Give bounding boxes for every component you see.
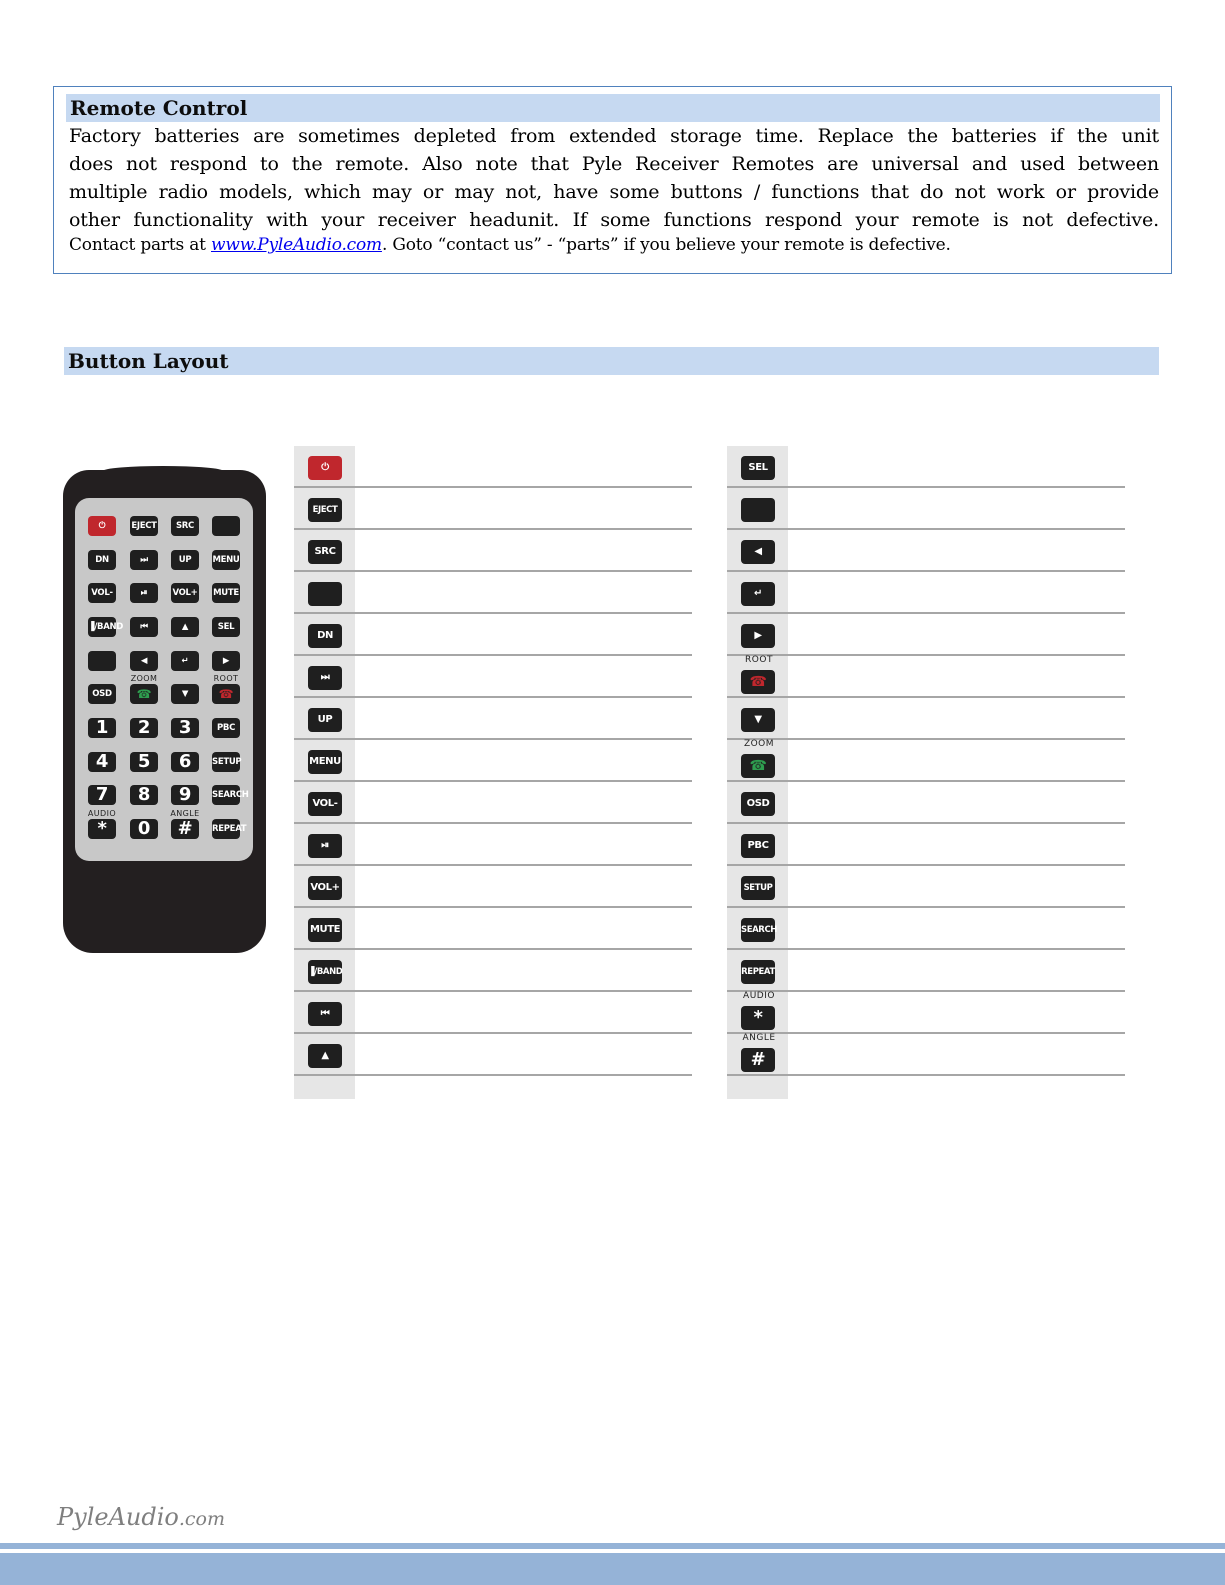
- footer-brand-name: PyleAudio: [57, 1503, 179, 1531]
- footer-rule: [0, 1543, 1225, 1549]
- button-row: [727, 614, 1125, 656]
- remote-key: UP: [171, 550, 199, 570]
- button-row: [294, 446, 692, 488]
- remote-key: ↵: [171, 651, 199, 671]
- button-row-spacer: [294, 1076, 692, 1093]
- remote-key: VOL-: [88, 583, 116, 603]
- contact-prefix: Contact parts at: [69, 235, 211, 255]
- button-row: [294, 740, 692, 782]
- button-row: [727, 866, 1125, 908]
- remote-key: 0: [130, 819, 158, 839]
- button-key: SEL: [741, 456, 775, 480]
- button-key: VOL+: [308, 876, 342, 900]
- remote-key: 5: [130, 752, 158, 772]
- button-layout-heading: Button Layout: [64, 347, 1159, 375]
- button-key: MUTE: [308, 918, 342, 942]
- button-key: [308, 582, 342, 606]
- remote-key: MUTE: [212, 583, 240, 603]
- button-key: #: [741, 1048, 775, 1072]
- button-row: [727, 698, 1125, 740]
- button-key-label: ZOOM: [743, 739, 775, 749]
- contact-suffix: . Goto “contact us” - “parts” if you believe your remote is defective.: [381, 235, 951, 255]
- remote-key: SEARCH: [212, 785, 240, 805]
- remote-keypad: [75, 498, 253, 861]
- contact-line: [69, 233, 951, 257]
- button-key: ↵: [741, 582, 775, 606]
- remote-key: ▶: [212, 651, 240, 671]
- button-row: [294, 908, 692, 950]
- button-row: [294, 530, 692, 572]
- button-row: [727, 908, 1125, 950]
- remote-key: 7: [88, 785, 116, 805]
- button-key: ▼: [741, 708, 775, 732]
- remote-key: OSD: [88, 684, 116, 704]
- remote-key: ⏯: [130, 583, 158, 603]
- remote-key: SEL: [212, 617, 240, 637]
- button-row: [294, 824, 692, 866]
- remote-key: ▐/BAND: [88, 617, 116, 637]
- remote-key: VOL+: [171, 583, 199, 603]
- remote-illustration: [63, 470, 266, 953]
- button-key: [741, 498, 775, 522]
- button-key: ☎: [741, 670, 775, 694]
- remote-key: [88, 651, 116, 671]
- button-row: [727, 1034, 1125, 1076]
- paragraph-line: Factory batteries are sometimes depleted from extended storage time. Replace the batteries if the unit: [69, 125, 1159, 147]
- button-key: SETUP: [741, 876, 775, 900]
- button-key: ⏯: [308, 834, 342, 858]
- button-key: ◀: [741, 540, 775, 564]
- footer-band: [0, 1553, 1225, 1585]
- remote-key-label: ROOT: [213, 674, 239, 683]
- button-key: UP: [308, 708, 342, 732]
- button-key: DN: [308, 624, 342, 648]
- remote-key: 4: [88, 752, 116, 772]
- remote-control-box: [53, 86, 1172, 274]
- button-row: [727, 740, 1125, 782]
- remote-key-label: ANGLE: [170, 809, 200, 818]
- button-row: [294, 614, 692, 656]
- button-row: [727, 656, 1125, 698]
- button-row: [727, 824, 1125, 866]
- button-key: REPEAT: [741, 960, 775, 984]
- remote-key: PBC: [212, 718, 240, 738]
- button-row: [294, 1034, 692, 1076]
- remote-key: ☎: [130, 684, 158, 704]
- button-key: MENU: [308, 750, 342, 774]
- remote-key: *: [88, 819, 116, 839]
- remote-key: SETUP: [212, 752, 240, 772]
- button-row-spacer: [727, 1076, 1125, 1093]
- button-row: [727, 992, 1125, 1034]
- remote-key: MENU: [212, 550, 240, 570]
- button-row: [727, 782, 1125, 824]
- remote-key: ⏭: [130, 550, 158, 570]
- remote-key: 6: [171, 752, 199, 772]
- remote-key: ☎: [212, 684, 240, 704]
- button-row: [294, 572, 692, 614]
- button-row: [294, 950, 692, 992]
- button-key: PBC: [741, 834, 775, 858]
- remote-key: ⏮: [130, 617, 158, 637]
- button-row: [294, 488, 692, 530]
- button-row: [294, 782, 692, 824]
- remote-key: [212, 516, 240, 536]
- button-key: ▶: [741, 624, 775, 648]
- button-key: ⏻: [308, 456, 342, 480]
- remote-key: ◀: [130, 651, 158, 671]
- button-key: SRC: [308, 540, 342, 564]
- button-key: VOL-: [308, 792, 342, 816]
- footer-brand-domain: .com: [178, 1508, 226, 1530]
- button-key: ☎: [741, 754, 775, 778]
- remote-key: 1: [88, 718, 116, 738]
- button-key: SEARCH: [741, 918, 775, 942]
- remote-key: ▲: [171, 617, 199, 637]
- button-row: [727, 530, 1125, 572]
- button-key: ⏭: [308, 666, 342, 690]
- footer-brand: [57, 1503, 225, 1531]
- remote-key: REPEAT: [212, 819, 240, 839]
- button-row: [727, 446, 1125, 488]
- button-row: [294, 866, 692, 908]
- remote-key-label: AUDIO: [87, 809, 117, 818]
- button-row: [294, 992, 692, 1034]
- remote-control-paragraph: [69, 122, 1159, 234]
- remote-key-label: ZOOM: [130, 674, 158, 683]
- pyleaudio-link[interactable]: www.PyleAudio.com: [211, 235, 382, 255]
- remote-key: ▼: [171, 684, 199, 704]
- button-key: EJECT: [308, 498, 342, 522]
- button-row: [727, 950, 1125, 992]
- remote-control-heading: Remote Control: [66, 94, 1160, 122]
- paragraph-line: other functionality with your receiver headunit. If some functions respond your remote is not defective.: [69, 209, 1159, 231]
- remote-key: ⏻: [88, 516, 116, 536]
- button-key-label: ANGLE: [742, 1033, 776, 1043]
- remote-key: 2: [130, 718, 158, 738]
- remote-key: SRC: [171, 516, 199, 536]
- remote-key: DN: [88, 550, 116, 570]
- paragraph-line: does not respond to the remote. Also note that Pyle Receiver Remotes are universal and used between: [69, 153, 1159, 175]
- button-row: [294, 698, 692, 740]
- button-key: ▐/BAND: [308, 960, 342, 984]
- button-row: [294, 656, 692, 698]
- button-row: [727, 572, 1125, 614]
- remote-key: #: [171, 819, 199, 839]
- remote-key: 3: [171, 718, 199, 738]
- button-key: ⏮: [308, 1002, 342, 1026]
- button-key: ▲: [308, 1044, 342, 1068]
- remote-key: 9: [171, 785, 199, 805]
- remote-key: 8: [130, 785, 158, 805]
- button-key: OSD: [741, 792, 775, 816]
- button-key-label: ROOT: [745, 655, 773, 665]
- paragraph-line: multiple radio models, which may or may not, have some buttons / functions that do not work or provide: [69, 181, 1159, 203]
- button-key: *: [741, 1006, 775, 1030]
- button-key-label: AUDIO: [743, 991, 775, 1001]
- button-row: [727, 488, 1125, 530]
- remote-key: EJECT: [130, 516, 158, 536]
